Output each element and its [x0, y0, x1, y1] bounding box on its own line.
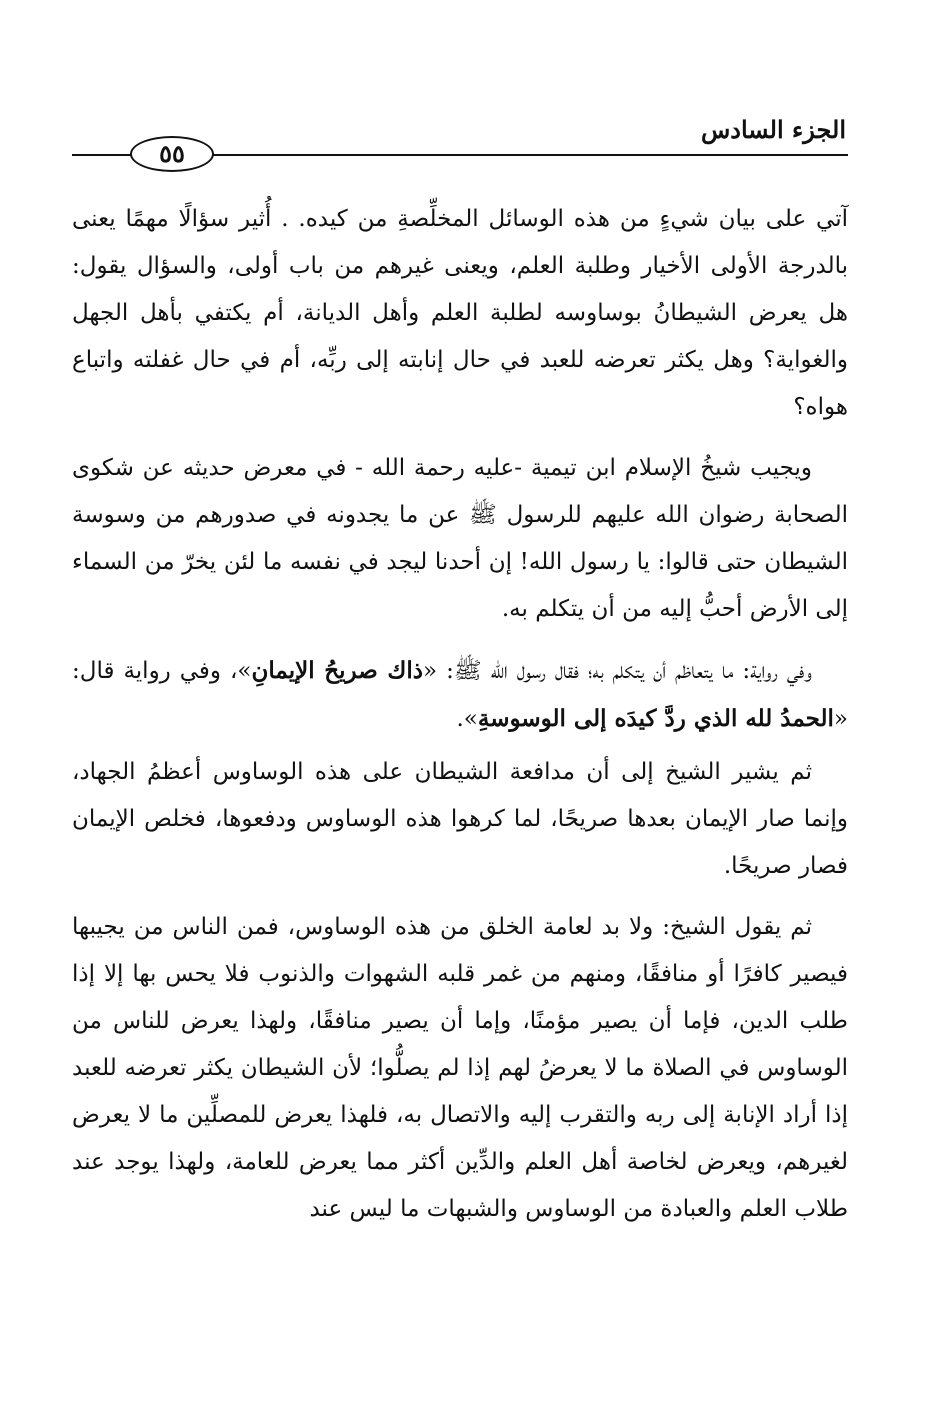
paragraph-text: ». — [456, 706, 478, 732]
paragraph-text: ثم يقول الشيخ: ولا بد لعامة الخلق من هذه الوساوس، فمن الناس من يجيبها فيصير كافرًا أو منافقًا، ومنهم من غمر قلبه الشهوات والذنوب فلا يحس بها إلا إذا طلب الدين، فإما أن يصير مؤمنًا، وإما أن يصير منافقًا، ولهذا يعرض للناس من الوساوس في الصلاة ما لا يعرضُ لهم إذا لم يصلُّوا؛ لأن الشيطان يكثر تعرضه للعبد إذا أراد الإنابة إلى ربه والتقرب إليه والاتصال به، فلهذا يعرض للمصلِّين ما لا يعرض لغيرهم، ويعرض لخاصة أهل العلم والدِّين أكثر مما يعرض للعامة، ولهذا يوجد عند طلاب العلم والعبادة من الوساوس والشبهات ما ليس عند — [72, 914, 848, 1222]
page-header — [72, 112, 848, 172]
paragraph-text: وفي رواية: ما يتعاظم أن يتكلم به؛ فقال رسول الله ﷺ: « — [423, 658, 812, 684]
hadith-quote: الحمدُ لله الذي ردَّ كيدَه إلى الوسوسةِ — [477, 705, 834, 732]
paragraph-text: ويجيب شيخُ الإسلام ابن تيمية -عليه رحمة الله - في معرض حديثه عن شكوى الصحابة رضوان الله عليهم للرسول ﷺ عن ما يجدونه في صدورهم من وسوسة الشيطان حتى قالوا: يا رسول الله! إن أحدنا ليجد في نفسه ما لئن يخرّ من السماء إلى الأرض أحبُّ إليه من أن يتكلم به. — [72, 455, 848, 622]
body-text — [72, 196, 848, 1247]
paragraph — [72, 904, 848, 1233]
hadith-quote: ذاك صريحُ الإيمانِ — [251, 657, 424, 684]
paragraph-text: ثم يشير الشيخ إلى أن مدافعة الشيطان على هذه الوساوس أعظمُ الجهاد، وإنما صار الإيمان بعدها صريحًا، لما كرهوا هذه الوساوس ودفعوها، فخلص الإيمان فصار صريحًا. — [72, 759, 848, 879]
paragraph-text: آتي على بيان شيءٍ من هذه الوسائل المخلِّصةِ من كيده. . أُثير سؤالًا مهمًا يعنى بالدرجة الأولى الأخيار وطلبة العلم، ويعنى غيرهم من باب أولى، والسؤال يقول: هل يعرض الشيطانُ بوساوسه لطلبة العلم وأهل الديانة، أم يكتفي بأهل الجهل والغواية؟ وهل يكثر تعرضه للعبد في حال إنابته إلى ربِّه، أم في حال غفلته واتباع هواه؟ — [72, 206, 848, 420]
running-title: الجزء السادس — [700, 115, 846, 144]
paragraph — [72, 445, 848, 633]
page-number-badge: ٥٥ — [130, 136, 214, 172]
paragraph — [72, 647, 848, 743]
paragraph-text: »، وفي رواية قال: « — [72, 658, 848, 732]
paragraph — [72, 749, 848, 890]
paragraph — [72, 196, 848, 431]
